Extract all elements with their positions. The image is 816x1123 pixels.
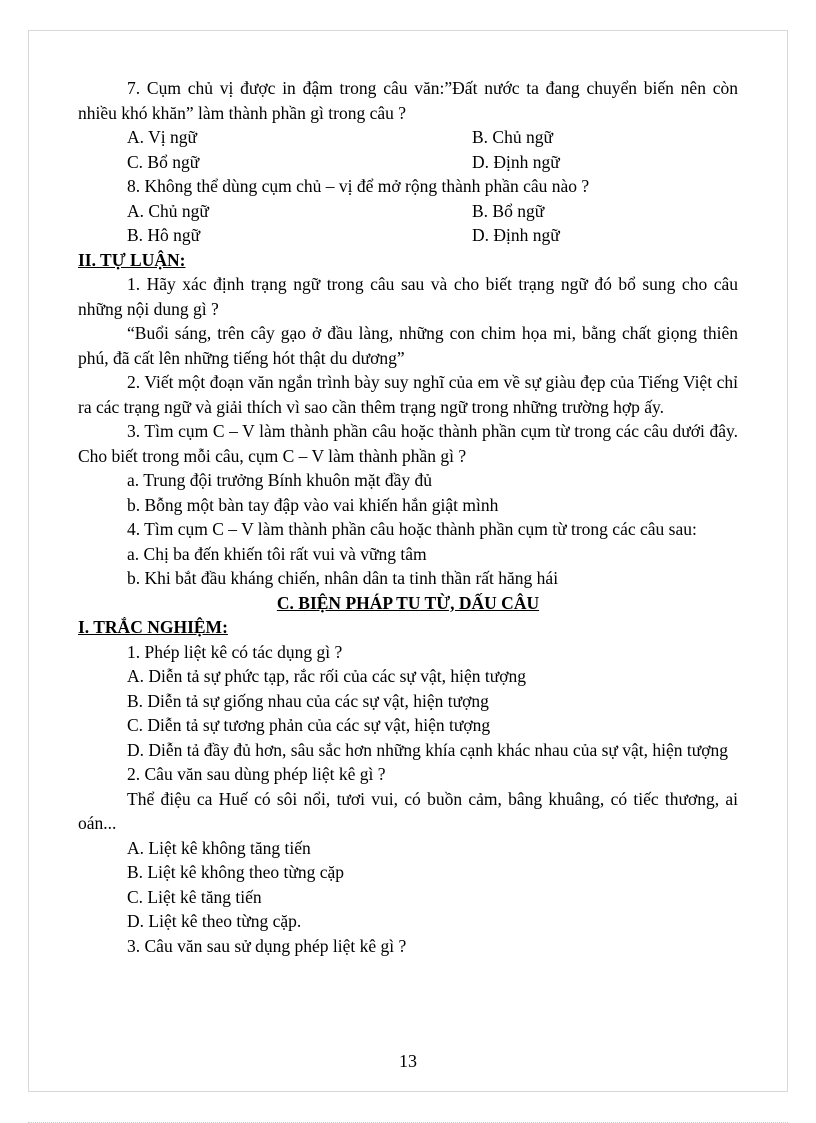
essay-question-4: 4. Tìm cụm C – V làm thành phần câu hoặc thành phần cụm từ trong các câu sau: — [127, 519, 697, 539]
section-heading-trac-nghiem: I. TRẮC NGHIỆM: — [78, 617, 228, 637]
q7-option-a: A. Vị ngữ — [127, 127, 197, 147]
question-8-options-row-1 — [78, 199, 738, 224]
essay-question-3-item-a: a. Trung đội trưởng Bính khuôn mặt đầy đủ — [127, 470, 433, 490]
question-8-options-row-2 — [78, 223, 738, 248]
mc-question-1-option-d: D. Diễn tả đầy đủ hơn, sâu sắc hơn những khía cạnh khác nhau của sự vật, hiện tượng — [127, 739, 728, 760]
mc-question-2-quote: Thể điệu ca Huế có sôi nổi, tươi vui, có buồn cảm, bâng khuâng, có tiếc thương, ai oán... — [78, 788, 738, 833]
page-content — [78, 76, 738, 958]
essay-question-4-item-b: b. Khi bắt đầu kháng chiến, nhân dân ta tinh thần rất hăng hái — [127, 568, 559, 588]
mc-question-1-option-a: A. Diễn tả sự phức tạp, rắc rối của các sự vật, hiện tượng — [127, 666, 527, 686]
q8-option-a: A. Chủ ngữ — [127, 200, 209, 221]
q7-option-b: B. Chủ ngữ — [472, 127, 553, 147]
section-heading-tu-luan: II. TỰ LUẬN: — [78, 249, 186, 270]
mc-question-1-option-c: C. Diễn tả sự tương phản của các sự vật, hiện tượng — [127, 715, 491, 735]
q8-option-c: B. Hô ngữ — [127, 225, 201, 245]
question-7-options-row-1 — [78, 125, 738, 150]
mc-question-1: 1. Phép liệt kê có tác dụng gì ? — [127, 641, 343, 662]
mc-question-2-option-c: C. Liệt kê tăng tiến — [127, 886, 262, 907]
essay-question-2: 2. Viết một đoạn văn ngắn trình bày suy nghĩ của em về sự giàu đẹp của Tiếng Việt chỉ ra các trạng ngữ và giải thích vì sao cần thêm trạng ngữ trong những trường hợp ấy. — [78, 372, 738, 417]
mc-question-2: 2. Câu văn sau dùng phép liệt kê gì ? — [127, 764, 386, 784]
section-heading-c: C. BIỆN PHÁP TU TỪ, DẤU CÂU — [276, 592, 540, 613]
essay-question-1: 1. Hãy xác định trạng ngữ trong câu sau và cho biết trạng ngữ đó bổ sung cho câu những nội dung gì ? — [78, 274, 738, 319]
essay-question-4-item-a: a. Chị ba đến khiến tôi rất vui và vững tâm — [127, 543, 427, 564]
essay-question-3-item-b: b. Bỗng một bàn tay đập vào vai khiến hắn giật mình — [127, 494, 499, 515]
page-number: 13 — [399, 1051, 417, 1071]
q7-option-d: D. Định ngữ — [472, 151, 560, 172]
question-7-options-row-2 — [78, 150, 738, 175]
mc-question-2-option-d: D. Liệt kê theo từng cặp. — [127, 911, 302, 931]
essay-question-1-quote: “Buổi sáng, trên cây gạo ở đầu làng, những con chim họa mi, bằng chất giọng thiên phú, đã cất lên những tiếng hót thật du dương” — [78, 323, 738, 368]
mc-question-2-option-b: B. Liệt kê không theo từng cặp — [127, 862, 345, 882]
essay-question-3: 3. Tìm cụm C – V làm thành phần câu hoặc thành phần cụm từ trong các câu dưới đây. Cho biết trong mỗi câu, cụm C – V làm thành phần gì ? — [78, 421, 738, 466]
mc-question-3: 3. Câu văn sau sử dụng phép liệt kê gì ? — [127, 935, 407, 956]
q8-option-b: B. Bổ ngữ — [472, 200, 545, 221]
question-7: 7. Cụm chủ vị được in đậm trong câu văn:”Đất nước ta đang chuyển biến nên còn nhiều khó khăn” làm thành phần gì trong câu ? — [78, 78, 738, 123]
mc-question-1-option-b: B. Diễn tả sự giống nhau của các sự vật, hiện tượng — [127, 690, 489, 711]
mc-question-2-option-a: A. Liệt kê không tăng tiến — [127, 837, 311, 858]
question-8: 8. Không thể dùng cụm chủ – vị để mở rộng thành phần câu nào ? — [127, 176, 590, 196]
q7-option-c: C. Bổ ngữ — [127, 151, 200, 172]
q8-option-d: D. Định ngữ — [472, 225, 560, 245]
